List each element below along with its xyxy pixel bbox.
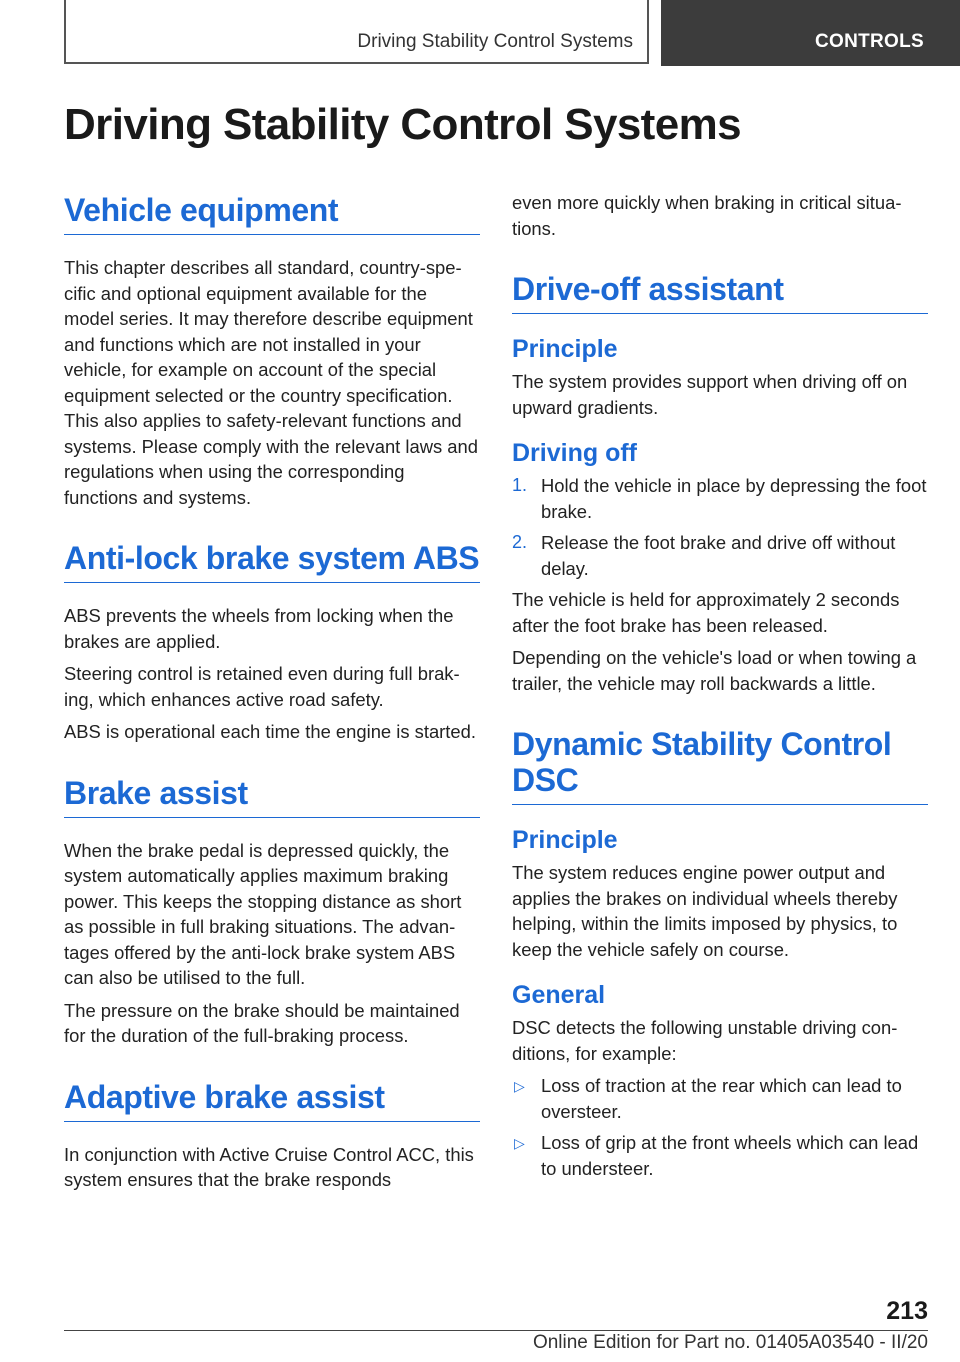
list-item: [512, 1073, 928, 1124]
list-item: [512, 1130, 928, 1181]
abs-paragraph-1: ABS prevents the wheels from locking when the brakes are applied.: [64, 605, 454, 652]
triangle-bullet-icon: ▷: [514, 1135, 525, 1151]
section-heading-brake-assist: Brake assist: [64, 775, 480, 818]
step-text: Release the foot brake and drive off without delay.: [541, 532, 896, 579]
step-text: Hold the vehicle in place by depressing the foot brake.: [541, 475, 927, 522]
section-heading-abs: Anti-lock brake system ABS: [64, 540, 480, 583]
bullet-text: Loss of grip at the front wheels which can lead to understeer.: [541, 1132, 919, 1179]
header-chapter-title: Driving Stability Control Systems: [357, 31, 633, 52]
bullet-text: Loss of traction at the rear which can lead to oversteer.: [541, 1075, 902, 1122]
drive-off-paragraph-2: Depending on the vehicle's load or when towing a trailer, the vehicle may roll backwards a little.: [512, 647, 917, 694]
page-number: 213: [886, 1297, 928, 1325]
header-section-tab: [661, 0, 960, 66]
continuation-text: even more quickly when braking in critical situations.: [512, 192, 902, 239]
section-heading-vehicle-equipment: Vehicle equipment: [64, 192, 480, 235]
drive-off-principle-text: The system provides support when driving off on upward gradients.: [512, 371, 908, 418]
section-heading-dsc: Dynamic Stability Control DSC: [512, 726, 928, 805]
subheading-principle: Principle: [512, 335, 618, 363]
subheading-general: General: [512, 981, 606, 1009]
footer-edition-text: Online Edition for Part no. 01405A03540 - II/20: [532, 1332, 928, 1353]
header-chapter-box: [64, 0, 649, 64]
brake-assist-paragraph-2: The pressure on the brake should be maintained for the duration of the full-braking process.: [64, 999, 460, 1046]
step-number: 2.: [512, 532, 528, 552]
page-title: Driving Stability Control Systems: [64, 100, 742, 149]
section-heading-drive-off-assistant: Drive-off assistant: [512, 271, 928, 314]
adaptive-brake-assist-paragraph-1: In conjunction with Active Cruise Control ACC, this system ensures that the brake responds: [64, 1143, 474, 1190]
list-item: [512, 473, 928, 524]
header-section-label: CONTROLS: [815, 31, 925, 52]
section-heading-adaptive-brake-assist: Adaptive brake assist: [64, 1079, 480, 1122]
triangle-bullet-icon: ▷: [514, 1078, 525, 1094]
abs-paragraph-2: Steering control is retained even during full braking, which enhances active road safety.: [64, 663, 460, 710]
footer-divider: [64, 1330, 928, 1331]
vehicle-equipment-text: This chapter describes all standard, country-specific and optional equipment available for the model series. It may therefore describe equipment and functions which are not installed in your vehicle, for example on account of the special equipment selected or the country specification. This also applies to safety-relevant functions and systems. Please comply with the relevant laws and regulations when using the corresponding functions and systems.: [64, 257, 478, 508]
list-item: [512, 530, 928, 581]
drive-off-paragraph-1: The vehicle is held for approximately 2 seconds after the foot brake has been released.: [512, 589, 900, 636]
brake-assist-paragraph-1: When the brake pedal is depressed quickly, the system automatically applies maximum braking power. This keeps the stopping distance as short as possible in full braking situations. The advantages offered by the anti-lock brake system ABS can also be utilised to the full.: [64, 839, 462, 988]
step-number: 1.: [512, 475, 528, 495]
driving-off-steps: [512, 473, 928, 581]
dsc-general-text: DSC detects the following unstable driving conditions, for example:: [512, 1017, 898, 1064]
right-column: [512, 190, 928, 1187]
dsc-principle-text: The system reduces engine power output and applies the brakes on individual wheels thereby helping, within the limits imposed by physics, to keep the vehicle safely on course.: [512, 862, 898, 960]
left-column: [64, 192, 480, 1193]
dsc-conditions-list: [512, 1073, 928, 1181]
subheading-driving-off: Driving off: [512, 439, 637, 467]
subheading-principle: Principle: [512, 826, 618, 854]
abs-paragraph-3: ABS is operational each time the engine is started.: [64, 721, 476, 742]
